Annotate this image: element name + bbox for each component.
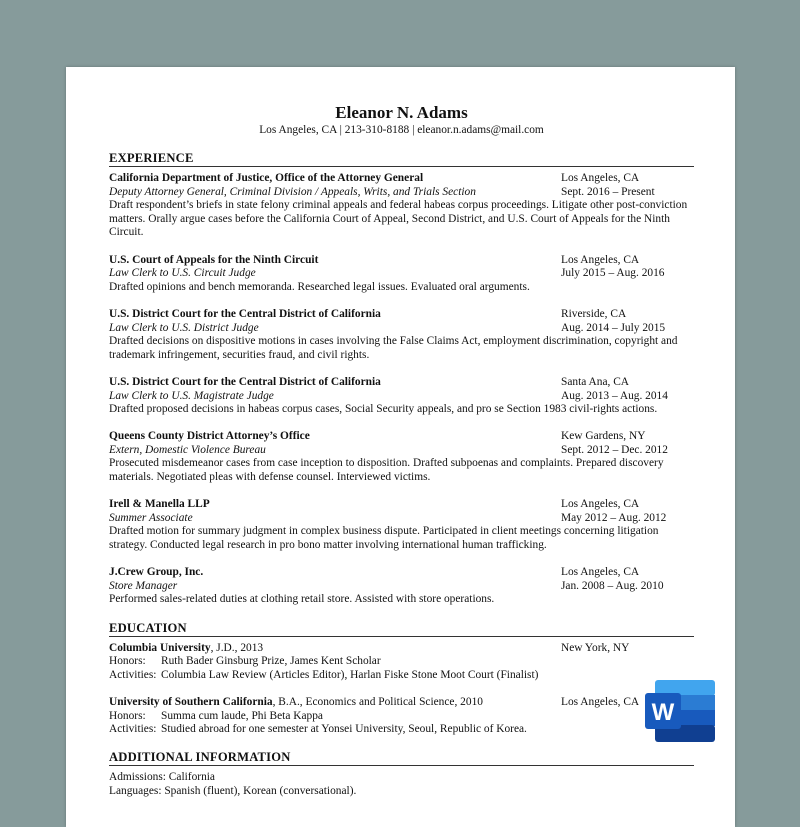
experience-entry <box>109 172 694 240</box>
school-name: Columbia University <box>109 641 211 654</box>
experience-heading: EXPERIENCE <box>109 151 694 167</box>
contact-line: Los Angeles, CA | 213-310-8188 | eleanor.n.adams@mail.com <box>259 124 544 136</box>
experience-entry <box>109 498 694 552</box>
employer-name: J.Crew Group, Inc. <box>109 566 204 579</box>
experience-title-row <box>109 186 694 200</box>
employer-name: Queens County District Attorney’s Office <box>109 430 310 443</box>
job-title: Extern, Domestic Violence Bureau <box>109 443 266 456</box>
job-title: Law Clerk to U.S. District Judge <box>109 321 259 334</box>
employer-name: California Department of Justice, Office of the Attorney General <box>109 172 424 184</box>
job-title: Law Clerk to U.S. Circuit Judge <box>109 267 256 280</box>
degree: , J.D., 2013 <box>210 641 264 654</box>
experience-org-row <box>109 498 694 512</box>
job-dates: July 2015 – Aug. 2016 <box>561 267 665 280</box>
experience-org-row <box>109 430 694 444</box>
experience-title-row <box>109 580 694 594</box>
experience-entry <box>109 566 694 607</box>
experience-title-row <box>109 390 694 404</box>
education-heading: EDUCATION <box>109 621 694 637</box>
job-dates: May 2012 – Aug. 2012 <box>561 511 667 524</box>
employer-name: U.S. Court of Appeals for the Ninth Circuit <box>109 253 319 266</box>
honors-row <box>109 710 694 724</box>
experience-title-row <box>109 444 694 458</box>
education-school-row <box>109 642 694 656</box>
experience-entry <box>109 376 694 417</box>
experience-title-row <box>109 267 694 281</box>
education-entry <box>109 642 694 683</box>
employer-location: Santa Ana, CA <box>561 375 630 388</box>
activities-row <box>109 669 694 683</box>
job-dates: Sept. 2016 – Present <box>561 185 655 198</box>
activities-value: Studied abroad for one semester at Yonsei University, Seoul, Republic of Korea. <box>161 723 527 736</box>
job-description: Drafted motion for summary judgment in complex business dispute. Participated in client meetings concerning litigation strategy. Conducted legal research in pro bono matter involving international human trafficking. <box>109 525 659 552</box>
job-dates: Sept. 2012 – Dec. 2012 <box>561 443 668 456</box>
job-description: Drafted opinions and bench memoranda. Researched legal issues. Evaluated oral arguments. <box>109 280 530 293</box>
education-list <box>109 642 694 737</box>
employer-name: Irell & Manella LLP <box>109 498 210 511</box>
job-dates: Aug. 2013 – Aug. 2014 <box>561 389 668 402</box>
experience-org-row <box>109 308 694 322</box>
honors-label: Honors: <box>109 709 146 722</box>
education-entry <box>109 696 694 737</box>
job-description: Draft respondent’s briefs in state felony criminal appeals and federal habeas corpus proceedings. Litigate other post-conviction matters. Orally argue cases before the California Court of Appeal, Second District, and U.S. Court of Appeals for the Ninth Circuit. <box>109 199 688 239</box>
employer-name: U.S. District Court for the Central District of California <box>109 375 381 388</box>
school-line <box>109 642 561 656</box>
experience-title-row <box>109 512 694 526</box>
employer-location: Los Angeles, CA <box>561 498 640 511</box>
experience-entry <box>109 308 694 362</box>
experience-org-row <box>109 566 694 580</box>
job-dates: Aug. 2014 – July 2015 <box>561 321 666 334</box>
experience-org-row <box>109 254 694 268</box>
job-description: Drafted proposed decisions in habeas corpus cases, Social Security appeals, and pro se Section 1983 civil-rights actions. <box>109 403 658 416</box>
activities-label: Activities: <box>109 723 157 736</box>
word-icon-letter: W <box>651 699 675 726</box>
admissions-line: Admissions: California <box>109 771 215 784</box>
education-school-row <box>109 696 694 710</box>
employer-location: Los Angeles, CA <box>561 172 640 184</box>
word-icon <box>645 680 715 742</box>
school-name: University of Southern California <box>109 695 273 708</box>
job-title: Store Manager <box>109 579 178 592</box>
honors-label: Honors: <box>109 655 146 668</box>
employer-location: Los Angeles, CA <box>561 253 640 266</box>
experience-list <box>109 172 694 607</box>
candidate-name: Eleanor N. Adams <box>335 103 468 122</box>
experience-org-row <box>109 172 694 186</box>
school-location: Los Angeles, CA <box>561 695 640 708</box>
honors-value: Summa cum laude, Phi Beta Kappa <box>161 709 323 722</box>
job-title: Deputy Attorney General, Criminal Division / Appeals, Writs, and Trials Section <box>109 185 476 198</box>
job-title: Law Clerk to U.S. Magistrate Judge <box>109 389 274 402</box>
experience-entry <box>109 254 694 295</box>
experience-entry <box>109 430 694 484</box>
activities-row <box>109 723 694 737</box>
experience-title-row <box>109 322 694 336</box>
school-location: New York, NY <box>561 641 630 654</box>
experience-org-row <box>109 376 694 390</box>
resume-page <box>66 67 735 827</box>
honors-row <box>109 655 694 669</box>
job-dates: Jan. 2008 – Aug. 2010 <box>561 579 664 592</box>
job-description: Prosecuted misdemeanor cases from case inception to disposition. Drafted subpoenas and complaints. Prepared discovery materials. Negotiated pleas with defense counsel. Interviewed victims. <box>109 457 664 484</box>
activities-label: Activities: <box>109 668 157 681</box>
languages-line: Languages: Spanish (fluent), Korean (conversational). <box>109 784 357 797</box>
job-description: Performed sales-related duties at clothing retail store. Assisted with store operations. <box>109 593 495 606</box>
degree: , B.A., Economics and Political Science, 2010 <box>272 695 483 708</box>
job-description: Drafted decisions on dispositive motions in cases involving the False Claims Act, employment discrimination, copyright and trademark infringement, securities fraud, and civil rights. <box>109 335 678 361</box>
employer-name: U.S. District Court for the Central District of California <box>109 307 381 320</box>
job-title: Summer Associate <box>109 511 193 524</box>
activities-value: Columbia Law Review (Articles Editor), Harlan Fiske Stone Moot Court (Finalist) <box>161 668 539 681</box>
resume-content <box>109 103 694 799</box>
employer-location: Los Angeles, CA <box>561 566 640 579</box>
school-line <box>109 696 561 710</box>
employer-location: Kew Gardens, NY <box>561 430 646 443</box>
honors-value: Ruth Bader Ginsburg Prize, James Kent Scholar <box>161 655 381 668</box>
employer-location: Riverside, CA <box>561 307 627 320</box>
additional-heading: ADDITIONAL INFORMATION <box>109 750 694 766</box>
